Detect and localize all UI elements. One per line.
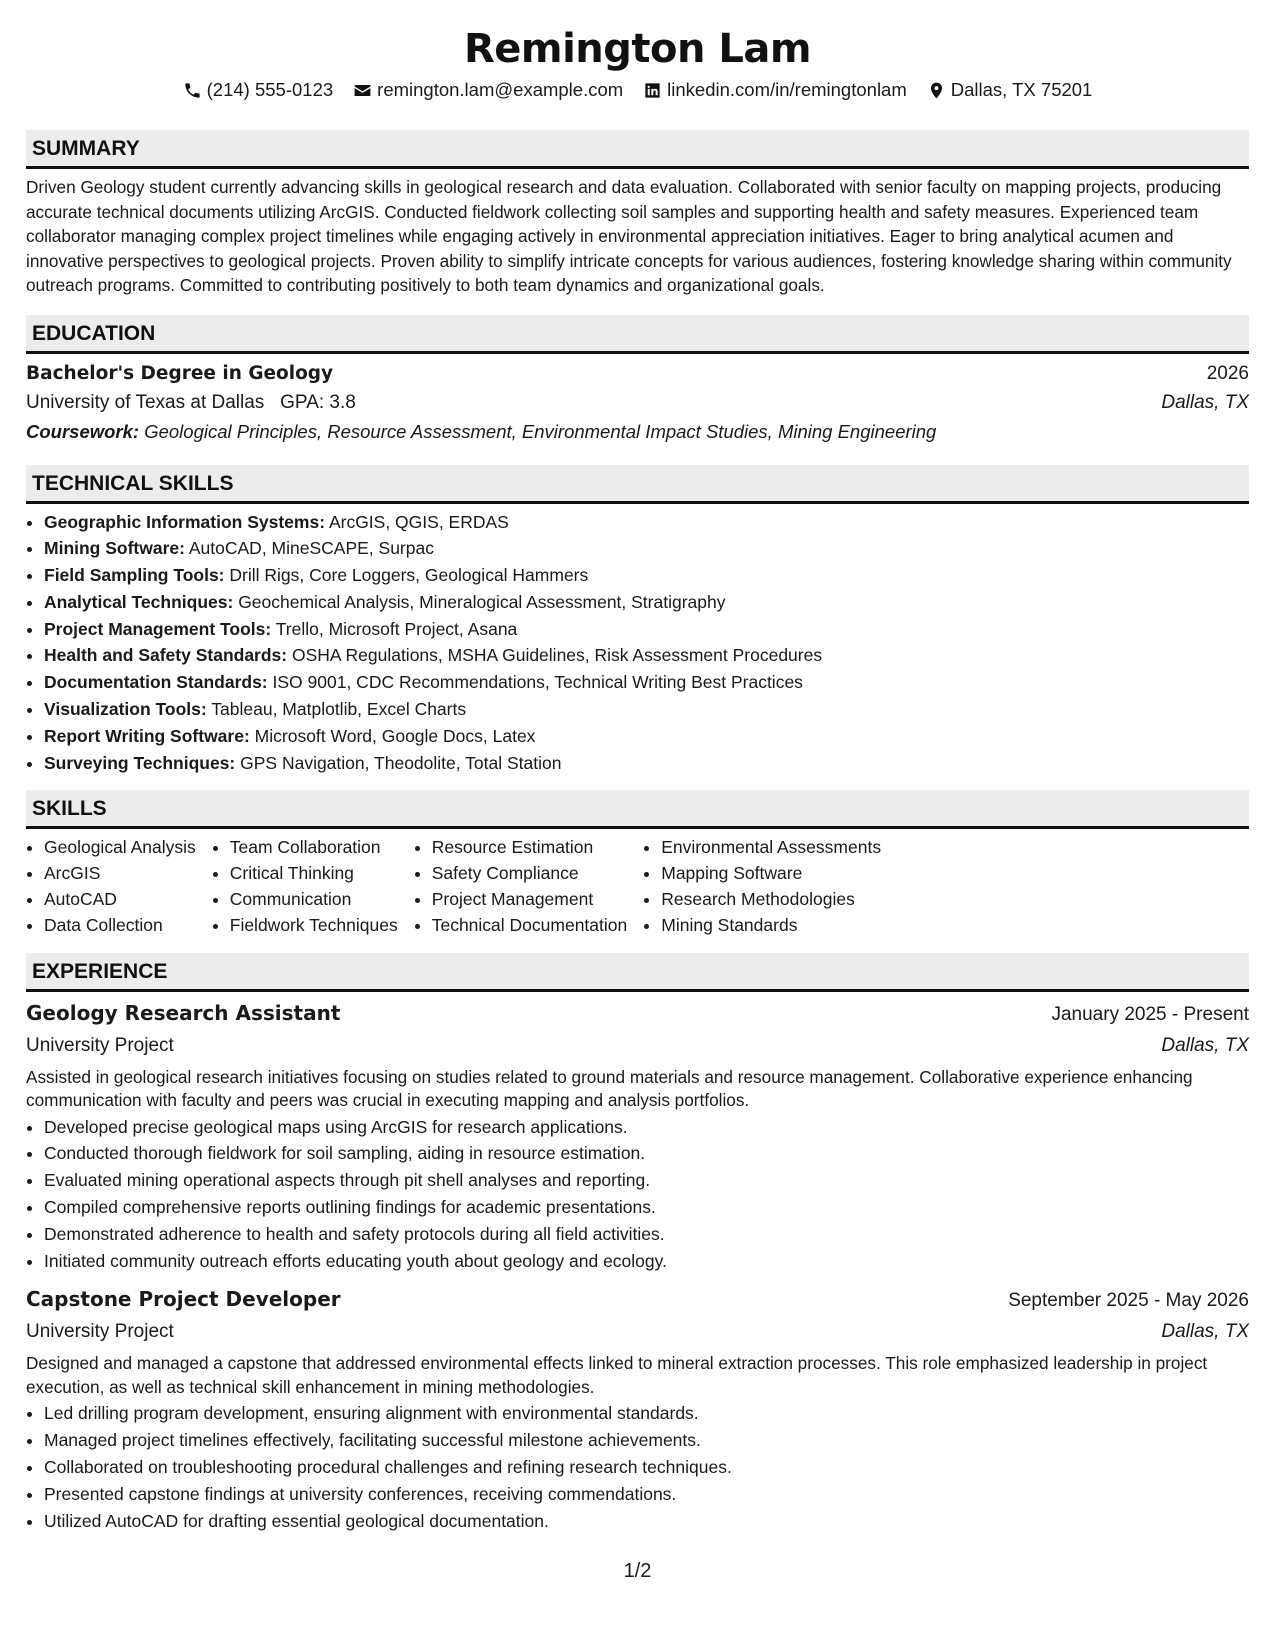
envelope-icon bbox=[353, 81, 372, 100]
list-item: • Utilized AutoCAD for drafting essential geological documentation. bbox=[44, 1508, 1249, 1535]
summary-heading: SUMMARY bbox=[26, 130, 1249, 169]
list-item: • Managed project timelines effectively, facilitating successful milestone achievements. bbox=[44, 1427, 1249, 1454]
school-gpa bbox=[26, 388, 356, 417]
experience-section bbox=[26, 953, 1249, 1535]
list-item bbox=[44, 589, 1249, 616]
technical-skills-heading: TECHNICAL SKILLS bbox=[26, 465, 1249, 504]
job-bullets bbox=[26, 1400, 1249, 1534]
skill-label: Analytical Techniques: bbox=[44, 591, 234, 612]
list-item bbox=[44, 509, 1249, 536]
skills-column-1 bbox=[26, 835, 196, 938]
skill-value: Trello, Microsoft Project, Asana bbox=[275, 618, 518, 639]
technical-skills-section bbox=[26, 465, 1249, 777]
list-item: • Research Methodologies bbox=[661, 887, 881, 913]
skill-label: Surveying Techniques: bbox=[44, 752, 236, 773]
list-item: • Geological Analysis bbox=[44, 835, 196, 861]
experience-heading: EXPERIENCE bbox=[26, 953, 1249, 992]
education-section bbox=[26, 315, 1249, 447]
skill-label: Project Management Tools: bbox=[44, 618, 272, 639]
linkedin-text: linkedin.com/in/remingtonlam bbox=[667, 79, 907, 100]
graduation-year: 2026 bbox=[1206, 362, 1249, 384]
job-org: University Project bbox=[26, 1034, 174, 1056]
skills-grid bbox=[26, 835, 1249, 938]
list-item bbox=[44, 669, 1249, 696]
list-item bbox=[44, 535, 1249, 562]
school: University of Texas at Dallas bbox=[26, 391, 265, 413]
skills-column-3 bbox=[414, 835, 628, 938]
list-item: • Initiated community outreach efforts educating youth about geology and ecology. bbox=[44, 1248, 1249, 1275]
list-item: • Communication bbox=[230, 887, 398, 913]
list-item: • Conducted thorough fieldwork for soil sampling, aiding in resource estimation. bbox=[44, 1140, 1249, 1167]
list-item bbox=[44, 642, 1249, 669]
list-item: • Fieldwork Techniques bbox=[230, 913, 398, 939]
job-title: Capstone Project Developer bbox=[26, 1287, 341, 1312]
job-org: University Project bbox=[26, 1321, 174, 1343]
job-org-row bbox=[26, 1030, 1249, 1061]
job-location: Dallas, TX bbox=[1161, 1321, 1249, 1343]
coursework-label: Coursework: bbox=[26, 420, 140, 442]
skill-label: Visualization Tools: bbox=[44, 699, 207, 720]
page-number: 1/2 bbox=[623, 1560, 652, 1582]
summary-section bbox=[26, 130, 1249, 298]
list-item: • Safety Compliance bbox=[432, 861, 628, 887]
job-description: Designed and managed a capstone that addressed environmental effects linked to mineral extraction processes. This role emphasized leadership in project execution, as well as technical skill enhancement in mining methodologies. bbox=[26, 1353, 1208, 1397]
list-item: • Collaborated on troubleshooting procedural challenges and refining research techniques. bbox=[44, 1454, 1249, 1481]
skill-label: Health and Safety Standards: bbox=[44, 645, 288, 666]
list-item bbox=[44, 750, 1249, 777]
contact-email[interactable] bbox=[353, 79, 623, 101]
linkedin-icon bbox=[643, 81, 662, 100]
contact-phone bbox=[183, 79, 334, 101]
skill-value: OSHA Regulations, MSHA Guidelines, Risk Assessment Procedures bbox=[292, 645, 823, 666]
list-item: • Evaluated mining operational aspects through pit shell analyses and reporting. bbox=[44, 1167, 1249, 1194]
skill-value: AutoCAD, MineSCAPE, Surpac bbox=[188, 538, 434, 559]
coursework-list: Geological Principles, Resource Assessment, Environmental Impact Studies, Mining Engineering bbox=[144, 420, 937, 442]
list-item: • Developed precise geological maps using ArcGIS for research applications. bbox=[44, 1114, 1249, 1141]
list-item: • Led drilling program development, ensuring alignment with environmental standards. bbox=[44, 1400, 1249, 1427]
job-org-row bbox=[26, 1316, 1249, 1347]
list-item: • Mapping Software bbox=[661, 861, 881, 887]
list-item bbox=[44, 696, 1249, 723]
job-description: Assisted in geological research initiatives focusing on studies related to ground materials and resource management. Collaborative experience enhancing communication with faculty and peers was crucial in executing mapping and analysis portfolios. bbox=[26, 1066, 1193, 1111]
list-item: • ArcGIS bbox=[44, 861, 196, 887]
skill-value: Tableau, Matplotlib, Excel Charts bbox=[211, 699, 467, 720]
list-item: • Team Collaboration bbox=[230, 835, 398, 861]
email-text: remington.lam@example.com bbox=[377, 79, 624, 100]
job-location: Dallas, TX bbox=[1161, 1034, 1249, 1056]
map-pin-icon bbox=[927, 81, 946, 100]
skills-column-2 bbox=[212, 835, 398, 938]
phone-text: (214) 555-0123 bbox=[206, 79, 334, 100]
education-school-row bbox=[26, 388, 1249, 417]
gpa: GPA: 3.8 bbox=[280, 391, 356, 413]
list-item bbox=[44, 723, 1249, 750]
list-item bbox=[44, 616, 1249, 643]
skill-label: Report Writing Software: bbox=[44, 725, 250, 746]
list-item: • Critical Thinking bbox=[230, 861, 398, 887]
skill-label: Mining Software: bbox=[44, 538, 185, 559]
skill-value: Microsoft Word, Google Docs, Latex bbox=[254, 725, 536, 746]
technical-skills-list bbox=[26, 509, 1249, 777]
candidate-name: Remington Lam bbox=[463, 26, 812, 72]
skill-value: ISO 9001, CDC Recommendations, Technical Writing Best Practices bbox=[272, 672, 803, 693]
job-dates: September 2025 - May 2026 bbox=[1008, 1290, 1249, 1312]
list-item: • Project Management bbox=[432, 887, 628, 913]
resume-page bbox=[26, 0, 1249, 1534]
list-item: • Compiled comprehensive reports outlining findings for academic presentations. bbox=[44, 1194, 1249, 1221]
skill-value: Geochemical Analysis, Mineralogical Assessment, Stratigraphy bbox=[238, 591, 726, 612]
job-title-row bbox=[26, 998, 1249, 1030]
list-item: • Presented capstone findings at university conferences, receiving commendations. bbox=[44, 1481, 1249, 1508]
list-item: • Resource Estimation bbox=[432, 835, 628, 861]
skill-value: ArcGIS, QGIS, ERDAS bbox=[328, 511, 509, 532]
job-title-row bbox=[26, 1284, 1249, 1316]
skill-label: Field Sampling Tools: bbox=[44, 565, 225, 586]
skill-value: GPS Navigation, Theodolite, Total Station bbox=[240, 752, 562, 773]
contact-bar bbox=[26, 77, 1249, 103]
summary-text: Driven Geology student currently advancing skills in geological research and data evaluation. Collaborated with senior faculty on mapping projects, producing accurate technical documents utilizing ArcGIS. Conducted fieldwork collecting soil samples and supporting health and safety measures. Experienced team collaborator managing complex project timelines while engaging actively in environmental appreciation initiatives. Eager to bring analytical acumen and innovative perspectives to geological projects. Proven ability to simplify intricate concepts for various audiences, fostering knowledge sharing within community outreach programs. Committed to contributing positively to both team dynamics and organizational goals. bbox=[26, 177, 1232, 295]
skills-section bbox=[26, 790, 1249, 938]
skill-label: Geographic Information Systems: bbox=[44, 511, 326, 532]
list-item: • Environmental Assessments bbox=[661, 835, 881, 861]
coursework bbox=[26, 417, 1249, 447]
list-item bbox=[44, 562, 1249, 589]
education-degree-row bbox=[26, 360, 1249, 388]
job-bullets bbox=[26, 1114, 1249, 1275]
list-item: • Data Collection bbox=[44, 913, 196, 939]
list-item: • Mining Standards bbox=[661, 913, 881, 939]
education-heading: EDUCATION bbox=[26, 315, 1249, 354]
degree: Bachelor's Degree in Geology bbox=[26, 362, 334, 384]
phone-icon bbox=[183, 81, 202, 100]
skills-heading: SKILLS bbox=[26, 790, 1249, 829]
contact-linkedin[interactable] bbox=[643, 79, 907, 101]
skills-column-4 bbox=[643, 835, 881, 938]
skill-value: Drill Rigs, Core Loggers, Geological Hammers bbox=[229, 565, 589, 586]
job-entry-1 bbox=[26, 998, 1249, 1275]
skill-label: Documentation Standards: bbox=[44, 672, 268, 693]
list-item: • Demonstrated adherence to health and safety protocols during all field activities. bbox=[44, 1221, 1249, 1248]
job-title: Geology Research Assistant bbox=[26, 1000, 341, 1025]
list-item: • Technical Documentation bbox=[432, 913, 628, 939]
contact-location bbox=[927, 79, 1093, 101]
job-entry-2 bbox=[26, 1284, 1249, 1534]
list-item: • AutoCAD bbox=[44, 887, 196, 913]
job-dates: January 2025 - Present bbox=[1051, 1003, 1249, 1025]
location-text: Dallas, TX 75201 bbox=[950, 79, 1093, 100]
education-location: Dallas, TX bbox=[1161, 391, 1249, 413]
